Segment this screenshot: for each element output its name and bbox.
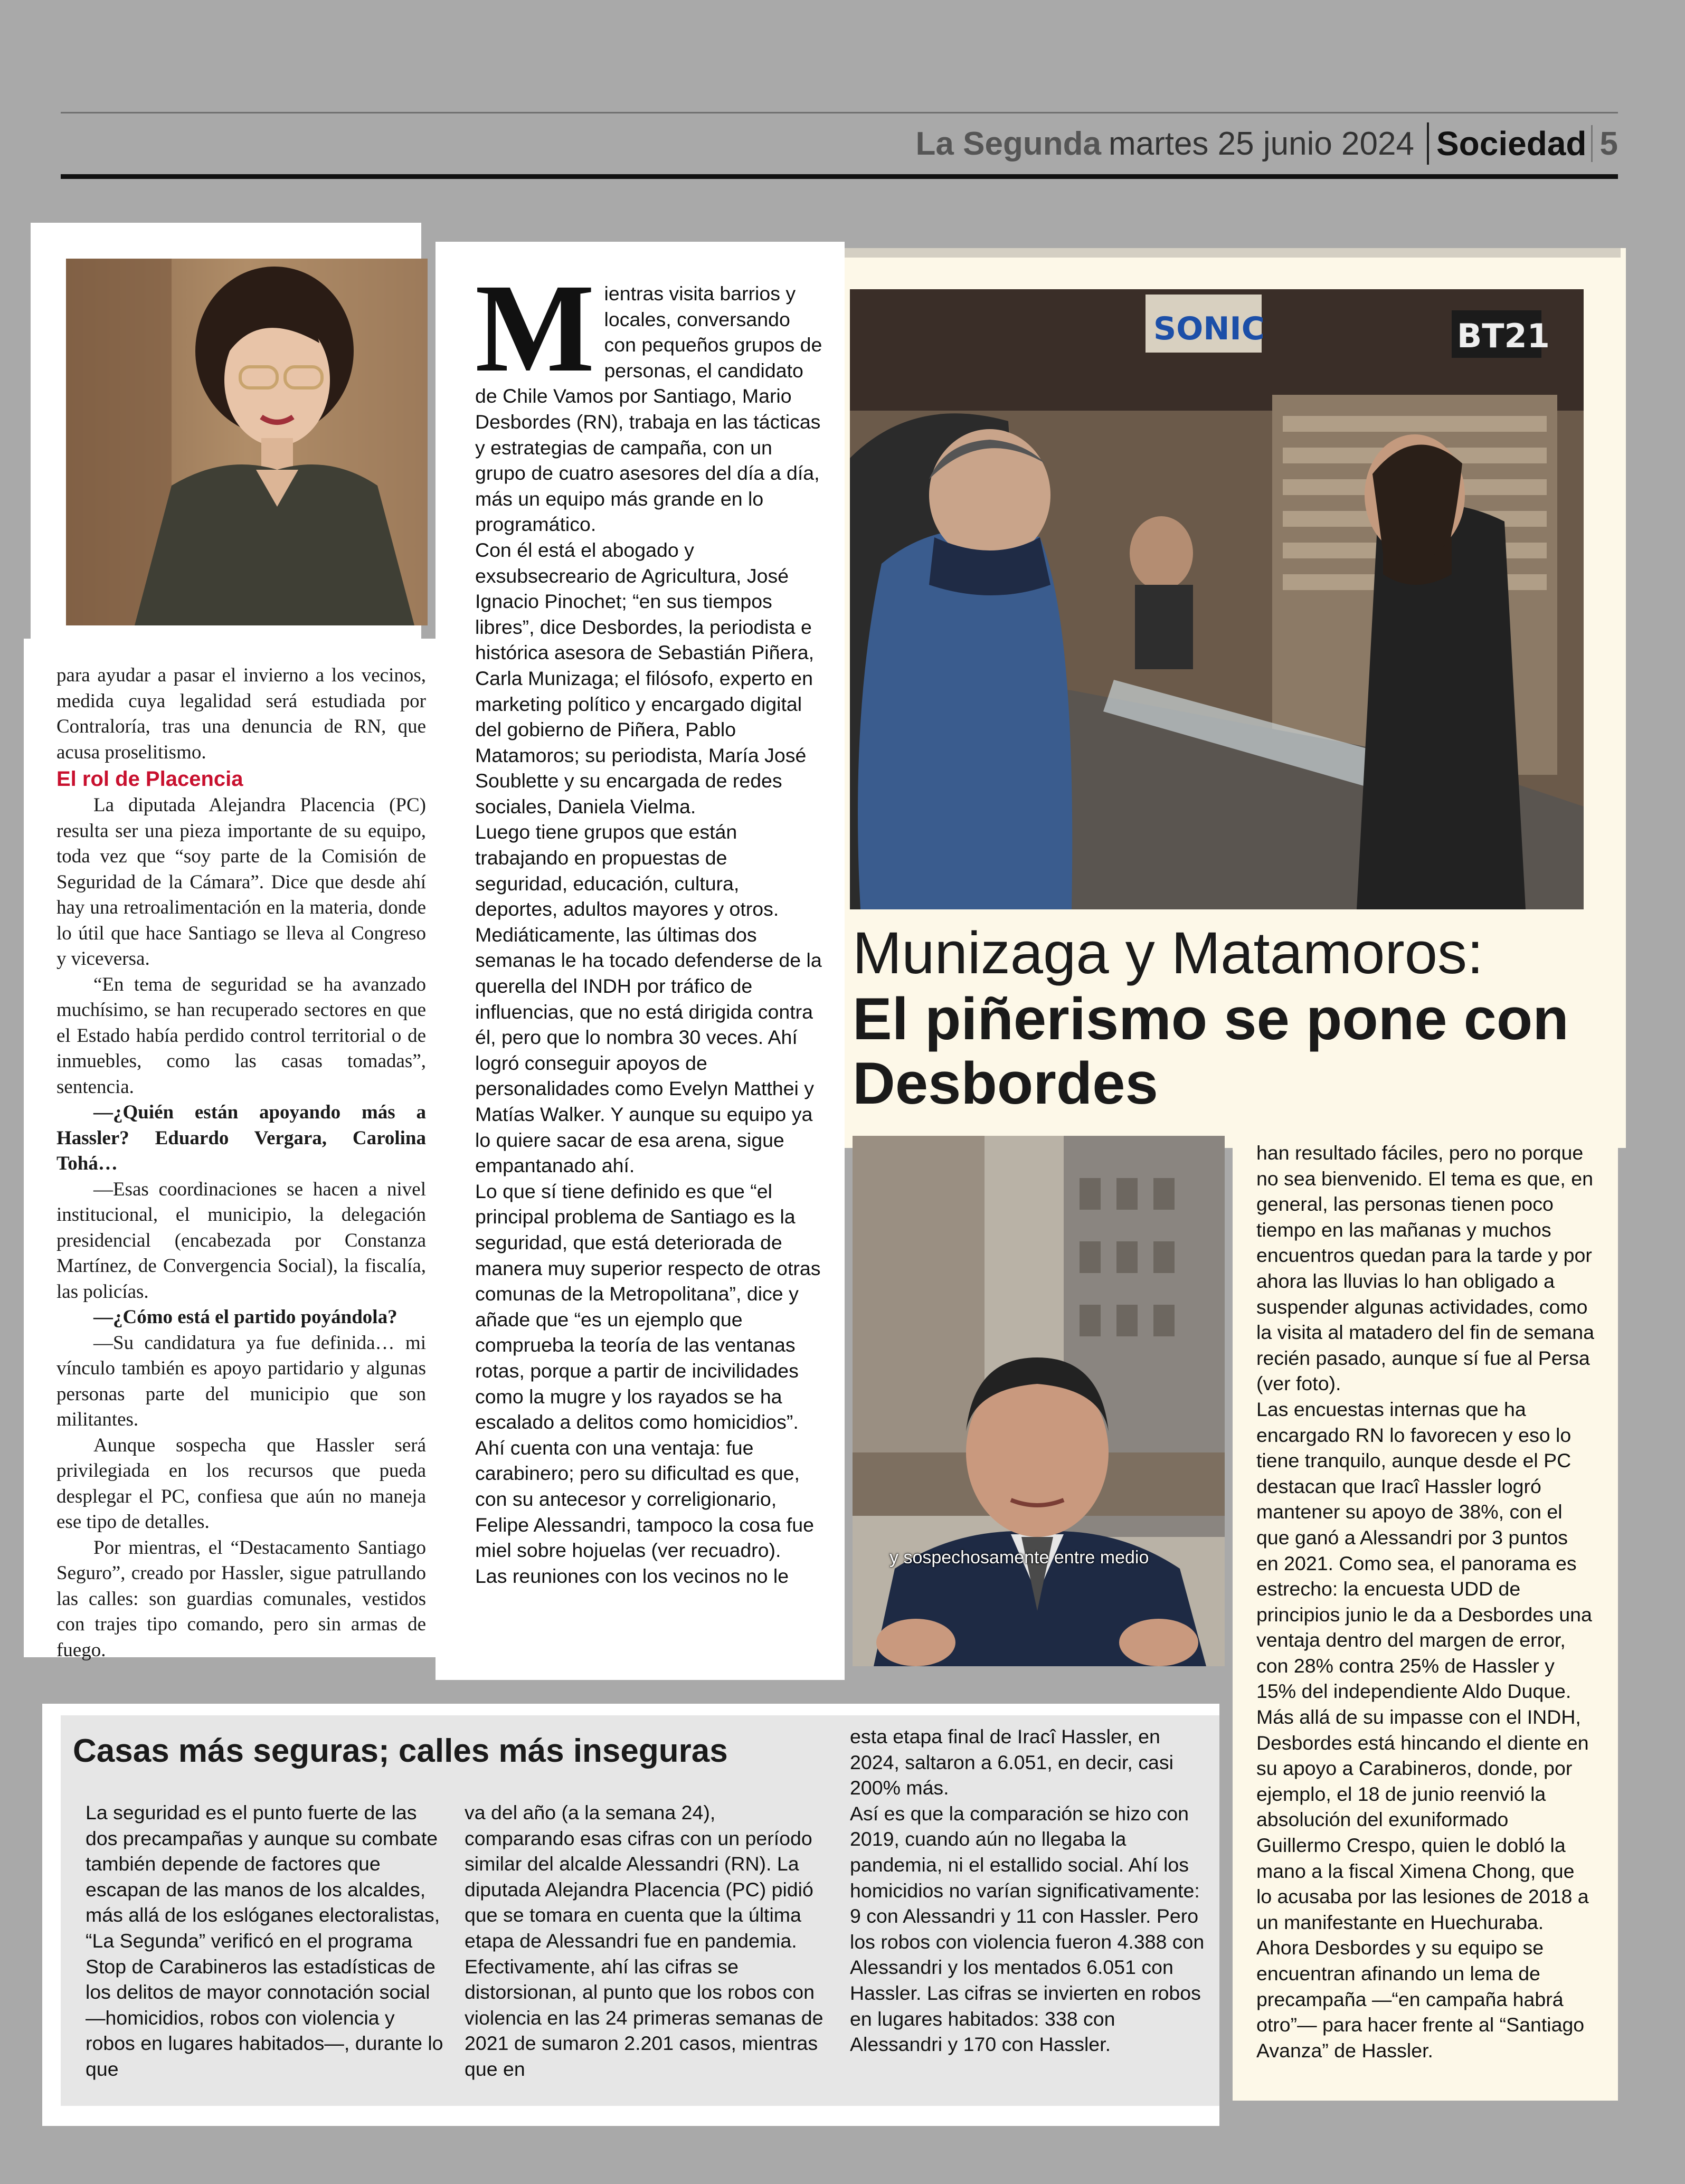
left-paragraph: Aunque sospecha que Hassler será privilegiada en los recursos que pueda desplegar el PC, confiesa que aún no maneja ese tipo de detalles. (56, 1434, 426, 1533)
sidebar-paragraph: va del año (a la semana 24), comparando esas cifras con un período similar del alcalde Alessandri (RN). La diputada Alejandra Placencia (PC) pidió que se tomara en cuenta que la última etapa de Alessandri fue en pandemia. Efectivamente, ahí las cifras se distorsionan, al punto que los robos con violencia en las 24 primeras semanas de 2021 de sumaron 2.201 casos, mientras que en (465, 1801, 823, 2080)
subhead-placencia: El rol de Placencia (56, 767, 243, 791)
main-paragraph: Con él está el abogado y exsubsecreario de Agricultura, José Ignacio Pinochet; “en sus tiempos libres”, dice Desbordes, la periodista e histórica asesora de Sebastián Piñera, Carla Munizaga; el filósofo, experto en marketing político y encargado digital del gobierno de Piñera, Pablo Matamoros; su periodista, María José Soublette y su encargada de redes sociales, Daniela Vielma. (475, 538, 815, 818)
header-rule-top (61, 112, 1618, 113)
main-paragraph: Mediáticamente, las últimas dos semanas le ha tocado defenderse de la querella del INDH por tráfico de influencias, que no está dirigida contra él, pero que lo nombra 30 veces. Ahí logró conseguir apoyos de personalidades como Evelyn Matthei y Matías Walker. Y aunque su equipo ya lo quiere sacar de esa arena, sigue empantanado ahí. (475, 923, 822, 1177)
right-paragraph: han resultado fáciles, pero no porque no sea bienvenido. El tema es que, en general, las personas tienen poco tiempo en las mañanas y muchos encuentros quedan para la tarde y por ahora las lluvias lo han obligado a suspender algunas actividades, como la visita al matadero del fin de semana recién pasado, aunque sí fue al Persa (ver foto). (1256, 1142, 1594, 1395)
main-paragraph: ientras visita barrios y locales, conversando con pequeños grupos de personas, el candidato de Chile Vamos por Santiago, Mario Desbordes (RN), trabaja en las tácticas y estrategias de campaña, con un grupo de cuatro asesores del día a día, más un equipo más grande en lo programático. (475, 282, 822, 536)
left-paragraph: para ayudar a pasar el invierno a los vecinos, medida cuya legalidad será estudiada por Contraloría, tras una denuncia de RN, que acusa proselitismo. (56, 664, 426, 763)
right-column-text (1256, 1140, 1594, 2063)
video-caption: y sospechosamente entre medio (889, 1547, 1149, 1568)
sidebar-paragraph: La seguridad es el punto fuerte de las dos precampañas y aunque su combate también depende de factores que escapan de las manos de los alcaldes, más allá de los eslóganes electoralistas, “La Segunda” verificó en el programa Stop de Carabineros las estadísticas de los delitos de mayor connotación social —homicidios, robos con violencia y robos en lugares habitados—, durante lo que (86, 1801, 443, 2080)
video-still-photo (853, 1136, 1225, 1666)
main-paragraph: Las reuniones con los vecinos no le (475, 1564, 789, 1587)
section-name: Sociedad (1436, 125, 1587, 163)
headline-main: El piñerismo se pone con Desbordes (853, 986, 1569, 1116)
interview-question: —¿Quién están apoyando más a Hassler? Eduardo Vergara, Carolina Tohá… (56, 1102, 426, 1174)
sidebar-col-2 (465, 1800, 823, 2082)
page-number: 5 (1599, 125, 1618, 162)
sidebar-box-title: Casas más seguras; calles más inseguras (73, 1733, 728, 1769)
sidebar-paragraph: esta etapa final de Iracî Hassler, en 2024, saltaron a 6.051, en decir, casi 200% más. (850, 1725, 1173, 1799)
sidebar-col-1 (86, 1800, 444, 2082)
main-paragraph: Ahí cuenta con una ventaja: fue carabinero; pero su dificultad es que, con su antecesor y correligionario, Felipe Alessandri, tampoco la cosa fue miel sobre hojuelas (ver recuadro). (475, 1436, 815, 1562)
right-paragraph: Más allá de su impasse con el INDH, Desbordes está hincando el diente en su apoyo a Carabineros, donde, por ejemplo, el 18 de junio reenvió la absolución del exuniformado Guillermo Crespo, quien le dobló la mano a la fiscal Ximena Chong, que lo acusaba por las lesiones de 2018 a un manifestante en Huechuraba. (1256, 1706, 1589, 1933)
header-rule-bottom (61, 174, 1618, 179)
masthead (61, 115, 1618, 172)
store-sign-sonic: SONIC (1153, 310, 1265, 347)
headline-kicker: Munizaga y Matamoros: (853, 920, 1484, 986)
store-photo (850, 289, 1584, 909)
store-sign-bt21: BT21 (1457, 317, 1550, 355)
left-column-text (56, 663, 426, 1663)
masthead-divider (1427, 122, 1429, 165)
right-paragraph: Las encuestas internas que ha encargado RN lo favorecen y eso lo tiene tranquilo, aunque desde el PC destacan que Iracî Hassler logró mantener su apoyo de 38%, con el que ganó a Alessandri por 3 puntos en 2021. Como sea, el panorama es estrecho: la encuesta UDD de principios junio le da a Desbordes una ventaja dentro del margen de error, con 28% contra 25% de Hassler y 15% del independiente Aldo Duque. (1256, 1398, 1592, 1703)
portrait-photo (66, 259, 428, 625)
left-paragraph: “En tema de seguridad se ha avanzado muchísimo, se han recuperado sectores en que el Estado había perdido control territorial o de inmuebles, como las casas tomadas”, sentencia. (56, 973, 426, 1098)
panel-shadow (845, 248, 1621, 258)
main-column-text (475, 258, 823, 1589)
interview-answer: —Su candidatura ya fue definida… mi vínculo también es apoyo partidario y algunas personas parte del municipio que son militantes. (56, 1332, 426, 1430)
sidebar-col-3 (850, 1724, 1209, 2057)
main-paragraph: Lo que sí tiene definido es que “el principal problema de Santiago es la seguridad, que está deteriorada de manera muy superior respecto de otras comunas de la Metropolitana”, dice y añade que “es un ejemplo que comprueba la teoría de las ventanas rotas, porque a partir de incivilidades como la mugre y los rayados se ha escalado a delitos como homicidios”. (475, 1180, 821, 1433)
sidebar-paragraph: Así es que la comparación se hizo con 2019, cuando aún no llegaba la pandemia, ni el estallido social. Ahí los homicidios no varían significativamente: 9 con Alessandri y 11 con Hassler. Pero los robos con violencia fueron 4.388 con Alessandri y los mentados 6.051 con Hassler. Las cifras se invierten en robos en lugares habitados: 338 con Alessandri y 170 con Hassler. (850, 1802, 1205, 2056)
issue-date: martes 25 junio 2024 (1108, 125, 1414, 162)
main-paragraph: Luego tiene grupos que están trabajando en propuestas de seguridad, educación, cultura, deportes, adultos mayores y otros. (475, 821, 779, 920)
interview-answer: —Esas coordinaciones se hacen a nivel institucional, el municipio, la delegación presidencial (encabezada por Constanza Martínez, de Convergencia Social), la fiscalía, las policías. (56, 1178, 426, 1303)
drop-cap: M (475, 258, 595, 398)
interview-question: —¿Cómo está el partido poyándola? (93, 1306, 397, 1328)
left-paragraph: La diputada Alejandra Placencia (PC) resulta ser una pieza importante de su equipo, toda vez que “soy parte de la Comisión de Seguridad de la Cámara”. Dice que desde ahí hay una retroalimentación en la materia, donde lo útil que hace Santiago se lleva al Congreso y viceversa. (56, 794, 426, 970)
right-paragraph: Ahora Desbordes y su equipo se encuentran afinando un lema de precampaña —“en campaña habrá otro”— para hacer frente al “Santiago Avanza” de Hassler. (1256, 1936, 1585, 2062)
paper-name: La Segunda (915, 125, 1101, 162)
left-paragraph: Por mientras, el “Destacamento Santiago Seguro”, creado por Hassler, sigue patrullando las calles: son guardias comunales, vestidos con trajes tipo comando, pero sin armas de fuego. (56, 1536, 426, 1661)
masthead-divider-2 (1591, 125, 1593, 162)
